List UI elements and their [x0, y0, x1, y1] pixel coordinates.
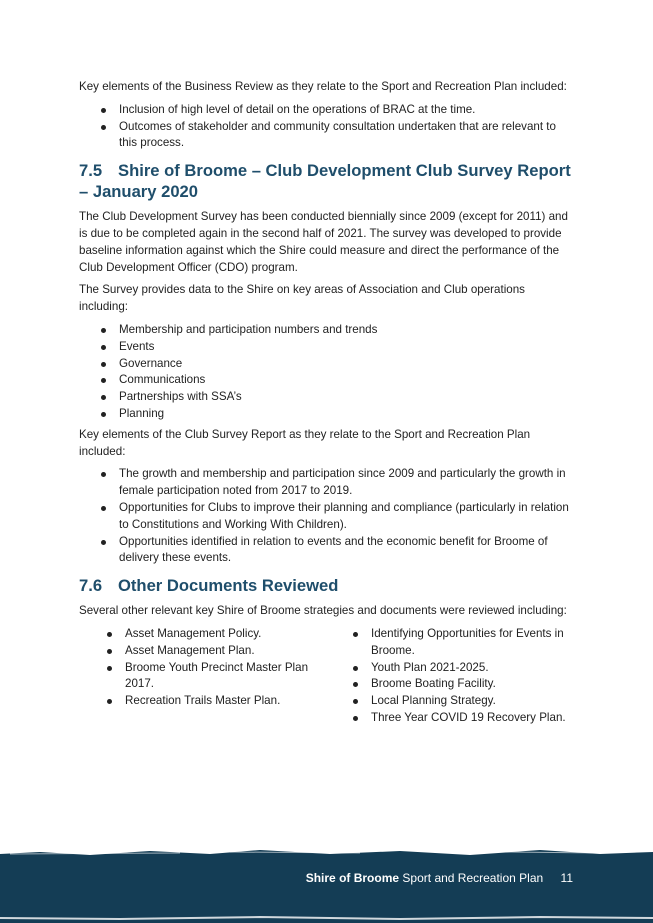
key-elements-list: [79, 466, 573, 567]
intro-paragraph: Key elements of the Business Review as they relate to the Sport and Recreation Plan included:: [79, 80, 567, 93]
list-item: Opportunities identified in relation to events and the economic benefit for Broome of delivery these events.: [79, 534, 573, 568]
footer-text: [306, 870, 573, 886]
list-item: Youth Plan 2021-2025.: [325, 660, 571, 677]
list-item: Asset Management Policy.: [79, 626, 325, 643]
documents-list: [79, 626, 573, 727]
list-item: Broome Boating Facility.: [325, 676, 571, 693]
list-item: Opportunities for Clubs to improve their planning and compliance (particularly in relation to Constitutions and Working With Children).: [79, 500, 573, 534]
paragraph: The Survey provides data to the Shire on key areas of Association and Club operations including:: [79, 283, 525, 314]
footer-organisation: Shire of Broome: [305, 871, 400, 885]
documents-column-right: [325, 626, 571, 727]
list-item: Inclusion of high level of detail on the operations of BRAC at the time.: [79, 102, 573, 119]
list-item: Identifying Opportunities for Events in Broome.: [325, 626, 571, 660]
list-item: Governance: [79, 356, 573, 373]
intro-bullet-list: [79, 102, 573, 152]
section-heading-7-6: [79, 575, 573, 596]
list-item: Recreation Trails Master Plan.: [79, 693, 325, 710]
documents-column-left: [79, 626, 325, 727]
section-title: Shire of Broome – Club Development Club Survey Report – January 2020: [79, 161, 571, 202]
paragraph: The Club Development Survey has been conducted biennially since 2009 (except for 2011) and is due to be completed again in the second half of 2021. The survey was developed to provide baseline information against which the Shire could measure and direct the performance of the Club Development Officer (CDO) program.: [79, 210, 568, 274]
list-item: Broome Youth Precinct Master Plan 2017.: [79, 660, 325, 694]
section-title: Other Documents Reviewed: [118, 576, 339, 596]
page-content: [79, 79, 573, 731]
list-item: The growth and membership and participation since 2009 and particularly the growth in female participation noted from 2017 to 2019.: [79, 466, 573, 500]
page-number: 11: [560, 871, 573, 885]
section-number: 7.5: [79, 161, 103, 181]
paragraph: Key elements of the Club Survey Report as they relate to the Sport and Recreation Plan included:: [79, 427, 531, 458]
footer-document-title: Sport and Recreation Plan: [402, 871, 544, 885]
list-item: Partnerships with SSA’s: [79, 389, 573, 406]
section-number: 7.6: [79, 576, 103, 596]
list-item: Local Planning Strategy.: [325, 693, 571, 710]
list-item: Outcomes of stakeholder and community consultation undertaken that are relevant to this process.: [79, 119, 573, 153]
list-item: Planning: [79, 406, 573, 423]
section-heading-7-5: [79, 160, 573, 202]
page-footer: [0, 848, 653, 923]
list-item: Events: [79, 339, 573, 356]
list-item: Asset Management Plan.: [79, 643, 325, 660]
list-item: Communications: [79, 372, 573, 389]
list-item: Three Year COVID 19 Recovery Plan.: [325, 710, 571, 727]
list-item: Membership and participation numbers and trends: [79, 322, 573, 339]
key-areas-list: [79, 322, 573, 423]
paragraph: Several other relevant key Shire of Broome strategies and documents were reviewed including:: [79, 604, 567, 618]
